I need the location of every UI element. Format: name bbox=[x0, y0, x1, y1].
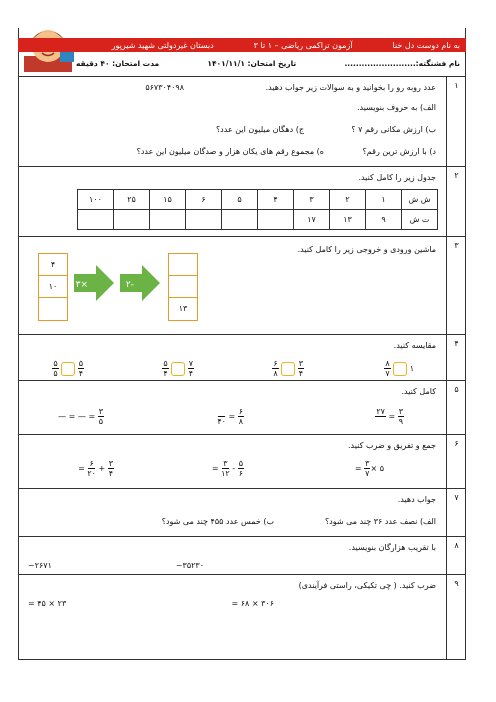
q1-part-b: ب) ارزش مکانی رقم ۷ ؟ bbox=[351, 125, 436, 134]
compare-answer-box[interactable] bbox=[61, 362, 75, 376]
question-number: ۱ bbox=[446, 77, 466, 166]
table-cell: ۱۵ bbox=[150, 190, 186, 210]
question-1 bbox=[18, 76, 466, 166]
question-number: ۲ bbox=[446, 167, 466, 236]
question-6 bbox=[18, 434, 466, 488]
fraction: $\frac{۶}{۸}$ bbox=[273, 359, 278, 378]
table-cell[interactable] bbox=[186, 210, 222, 230]
student-name-field: نام فشنگته:......................... bbox=[344, 58, 460, 68]
q1-number: ۵۶۷۳۰۴۰۹۸ bbox=[145, 83, 184, 92]
compare-answer-box[interactable] bbox=[393, 362, 407, 376]
table-cell[interactable] bbox=[150, 210, 186, 230]
question-number: ۴ bbox=[446, 335, 466, 380]
question-4 bbox=[18, 334, 466, 380]
table-cell: ۴ bbox=[258, 190, 294, 210]
table-cell: ۳ bbox=[294, 190, 330, 210]
compare-item bbox=[272, 359, 304, 378]
compare-item bbox=[384, 359, 414, 378]
q3-intro: ماشین ورودی و خروجی زیر را کامل کنید. bbox=[297, 245, 436, 254]
table-cell: ۱۰۰ bbox=[78, 190, 114, 210]
fraction: $\frac{۵}{۴}$ bbox=[163, 359, 168, 378]
table-cell[interactable] bbox=[222, 210, 258, 230]
expression-1: ۵ × $\frac{۳}{۷}$ = bbox=[354, 459, 384, 478]
school-name: دبستان غیردولتی شهید شیرپور bbox=[111, 40, 214, 50]
table-cell[interactable] bbox=[114, 210, 150, 230]
op2-label: -۲ bbox=[125, 280, 134, 290]
question-number: ۵ bbox=[446, 381, 466, 434]
equivalence-1: $\frac{۳}{۹}$ = ۲۷ bbox=[376, 407, 403, 426]
compare-item bbox=[52, 359, 84, 378]
q1-part-c: ج) دهگان میلیون این عدد؟ bbox=[215, 125, 304, 134]
table-cell: ۱۷ bbox=[294, 210, 330, 230]
whole-number: ۱ bbox=[409, 364, 414, 373]
table-cell: ۲ bbox=[330, 190, 366, 210]
subtract-arrow-icon bbox=[120, 265, 160, 301]
question-number: ۹ bbox=[446, 575, 466, 660]
table-cell: ۱۳ bbox=[330, 210, 366, 230]
output-cell bbox=[169, 276, 197, 298]
question-number: ۶ bbox=[446, 435, 466, 488]
io-table bbox=[77, 189, 438, 230]
q1-intro: عدد روبه رو را بخوانید و به سوالات زیر جواب دهید. bbox=[265, 83, 436, 92]
question-number: ۳ bbox=[446, 237, 466, 334]
q7-part-a: الف) نصف عدد ۳۶ چند می شود؟ bbox=[324, 517, 436, 526]
q7-part-b: ب) خمس عدد ۴۵۵ چند می شود؟ bbox=[161, 517, 274, 526]
q1-part-d: د) با ارزش ترین رقم؟ bbox=[362, 147, 436, 156]
question-5 bbox=[18, 380, 466, 434]
expression-3: $\frac{۳}{۴}$ + $\frac{۶}{۲۰}$ = bbox=[78, 459, 113, 478]
input-cell: ۴ bbox=[39, 254, 67, 276]
header-info-row bbox=[70, 54, 466, 72]
output-cell: ۱۳ bbox=[178, 304, 188, 313]
question-8 bbox=[18, 536, 466, 574]
table-cell: ۲۵ bbox=[114, 190, 150, 210]
q2-intro: جدول زیر را کامل کنید. bbox=[358, 173, 436, 182]
q8-intro: با تقریب هزارگان بنویسید. bbox=[348, 543, 436, 552]
multiply-arrow-icon bbox=[74, 265, 114, 301]
fraction: $\frac{۷}{۴}$ bbox=[188, 359, 193, 378]
q1-part-a: الف) به حروف بنویسید. bbox=[356, 103, 436, 112]
table-cell: ۹ bbox=[366, 210, 402, 230]
question-number: ۷ bbox=[446, 489, 466, 536]
fraction: $\frac{۸}{۷}$ bbox=[385, 359, 390, 378]
fraction: $\frac{۵}{۴}$ bbox=[78, 359, 83, 378]
question-9 bbox=[18, 574, 466, 660]
input-cell: ۱۰ bbox=[39, 276, 67, 298]
q7-intro: جواب دهید. bbox=[397, 495, 436, 504]
table-cell[interactable] bbox=[258, 210, 294, 230]
exam-date: تاریخ امتحان: ۱۴۰۱/۱۱/۱ bbox=[207, 58, 297, 68]
q4-intro: مقایسه کنید. bbox=[393, 341, 436, 350]
equivalence-3: $\frac{۳}{۵}$ = — = — bbox=[58, 407, 103, 426]
header-banner bbox=[18, 38, 466, 52]
row-header-cell: ت ش bbox=[402, 210, 438, 230]
q8-part-b: ۲۶۷۱~ bbox=[28, 561, 52, 570]
q6-intro: جمع و تفریق و ضرب کنید. bbox=[348, 441, 436, 450]
question-number: ۸ bbox=[446, 537, 466, 574]
q9-part-b: ۲۳ × ۴۵ = bbox=[28, 599, 67, 608]
table-cell: ۱ bbox=[366, 190, 402, 210]
equivalence-2: $\frac{۶}{۸}$ = ۴۰ bbox=[217, 407, 243, 426]
q9-part-a: ۳۰۶ × ۶۸ = bbox=[231, 599, 274, 608]
compare-answer-box[interactable] bbox=[171, 362, 185, 376]
q9-intro: ضرب کنید. ( چی تکیکی، راستی فرآیندی) bbox=[298, 581, 436, 590]
question-3 bbox=[18, 236, 466, 334]
opening-line: به نام دوست دل خنا bbox=[392, 40, 460, 50]
output-cell bbox=[169, 254, 197, 276]
question-7 bbox=[18, 488, 466, 536]
table-cell: ۶ bbox=[186, 190, 222, 210]
fraction: $\frac{۵}{۵}$ bbox=[53, 359, 58, 378]
table-cell: ۵ bbox=[222, 190, 258, 210]
q5-intro: کامل کنید. bbox=[401, 387, 436, 396]
input-cell bbox=[39, 298, 67, 320]
machine-output-box bbox=[168, 253, 198, 321]
q1-part-e: ه) مجموع رقم های یکان هزار و صدگان میلیون این عدد؟ bbox=[136, 147, 324, 156]
exam-duration: مدت امتحان: ۴۰ دقیقه bbox=[76, 58, 160, 68]
expression-2: $\frac{۵}{۶}$ - $\frac{۳}{۱۲}$ = bbox=[211, 459, 243, 478]
fraction: $\frac{۳}{۴}$ bbox=[298, 359, 303, 378]
op1-label: ×۳ bbox=[75, 280, 88, 290]
exam-title: آزمون تراکمی ریاضی – ۱ تا ۳ bbox=[253, 40, 353, 50]
row-header-cell: ش ش bbox=[402, 190, 438, 210]
q8-part-a: ۳۵۲۳۰~ bbox=[175, 561, 204, 570]
compare-item bbox=[162, 359, 194, 378]
question-2 bbox=[18, 166, 466, 236]
compare-answer-box[interactable] bbox=[281, 362, 295, 376]
machine-input-box bbox=[38, 253, 68, 321]
table-cell[interactable] bbox=[78, 210, 114, 230]
